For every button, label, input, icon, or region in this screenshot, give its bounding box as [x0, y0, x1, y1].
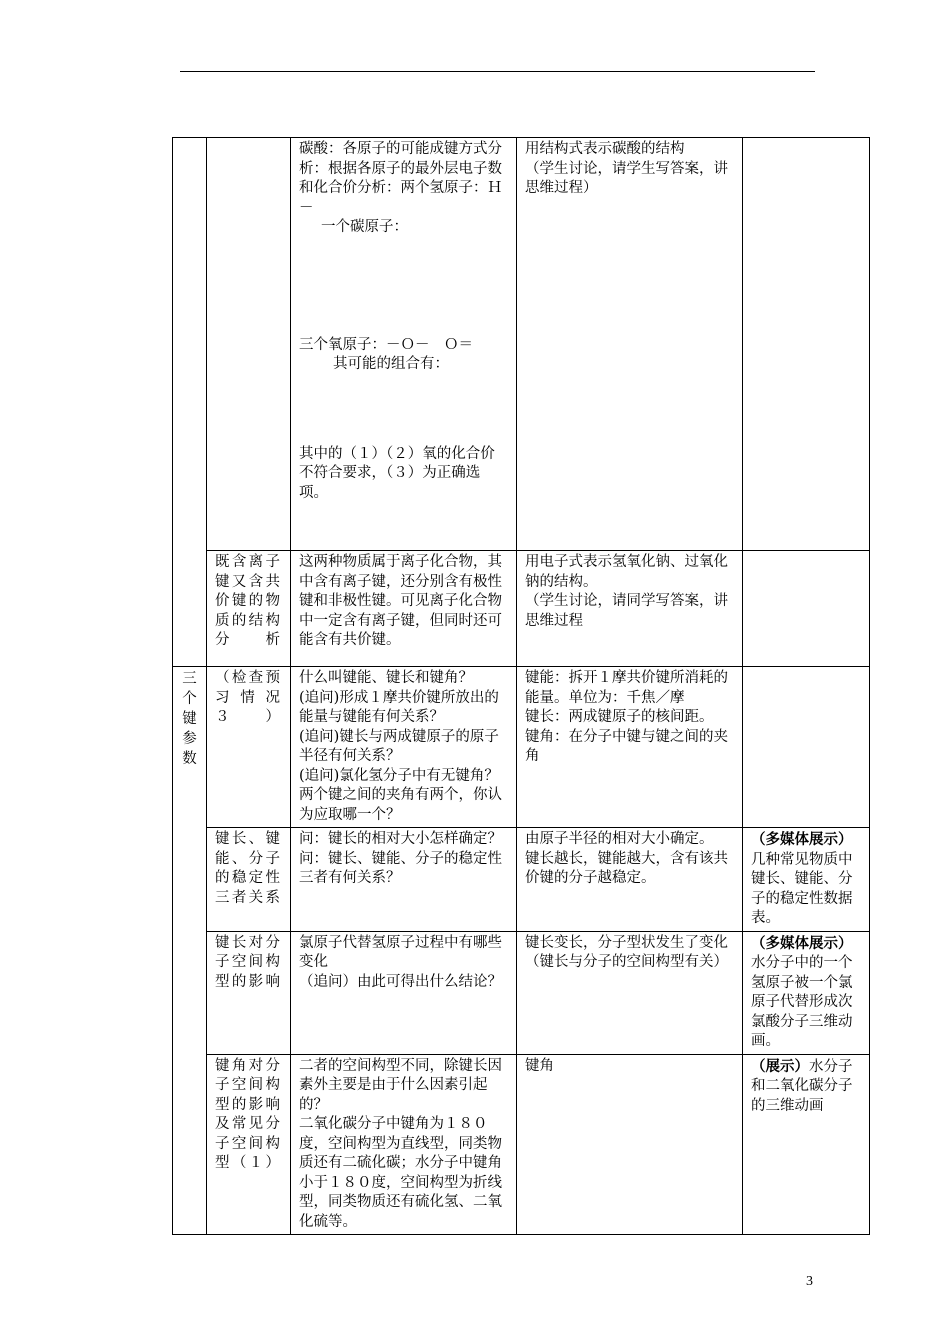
- student-cell: [517, 138, 743, 551]
- topic-text: 键长、键能、分子的稳定性三者关系: [215, 831, 282, 906]
- teacher-text: 氯原子代替氢原子过程中有哪些变化 （追问）由此可得出什么结论？: [299, 934, 502, 990]
- table-row: [173, 828, 870, 932]
- topic-cell-empty: [207, 138, 291, 551]
- section-title: 三个键参数: [182, 671, 197, 767]
- student-cell: [517, 828, 743, 932]
- combination-structures-placeholder: [299, 375, 508, 445]
- conclusion-text: 其中的（１）（２）氧的化合价不符合要求，（３）为正确选项。: [299, 445, 495, 501]
- media-text: 水分子中的一个氢原子被一个氯原子代替形成次氯酸分子三维动画。: [751, 955, 853, 1049]
- combinations-label: 其可能的组合有：: [333, 356, 449, 372]
- teacher-text: 什么叫键能、键长和键角？ (追问)形成１摩共价键所放出的能量与键能有何关系？ (追问)键长与两成键原子的原子半径有何关系？ (追问)氯化氢分子中有无键角？两个键之间的夹角有两个，你认为应取哪一个？: [299, 670, 502, 823]
- structure-placeholder: [299, 238, 508, 336]
- topic-cell: [207, 551, 291, 667]
- media-label: （展示）: [751, 1057, 809, 1075]
- student-activity: 用电子式表示氢氧化钠、过氧化钠的结构。 （学生讨论，请同学写答案，讲思维过程: [525, 554, 728, 629]
- student-activity: 用结构式表示碳酸的结构 （学生讨论，请学生写答案，讲思维过程）: [525, 141, 728, 196]
- topic-cell: [207, 1054, 291, 1235]
- topic-cell: [207, 931, 291, 1054]
- media-cell: [743, 828, 870, 932]
- section-cell-empty: [173, 138, 207, 667]
- header-rule: [180, 71, 815, 72]
- student-activity: 键长变长，分子型状发生了变化 （键长与分子的空间构型有关）: [525, 934, 728, 970]
- topic-text: 既含离子键又含共价键的物质的结构分析: [215, 554, 282, 648]
- table-row: [173, 138, 870, 551]
- student-activity: 键角: [525, 1057, 554, 1074]
- teacher-cell: [291, 931, 517, 1054]
- media-cell: [743, 931, 870, 1054]
- teacher-cell: [291, 1054, 517, 1235]
- teacher-cell: [291, 138, 517, 551]
- teacher-text: 问：键长的相对大小怎样确定？ 问：键长、键能、分子的稳定性三者有何关系？: [299, 831, 502, 886]
- media-cell-empty: [743, 138, 870, 551]
- student-activity: 由原子半径的相对大小确定。 键长越长，键能越大，含有该共价键的分子越稳定。: [525, 831, 728, 886]
- teacher-cell: [291, 551, 517, 667]
- table-row: [173, 667, 870, 828]
- carbonic-acid-analysis: 碳酸：各原子的可能成键方式分析：根据各原子的最外层电子数和化合价分析：两个氢原子：Ｈ－: [299, 141, 502, 216]
- teacher-text: 二者的空间构型不同，除键长因素外主要是由于什么因素引起的？ 二氧化碳分子中键角为１８０度，空间构型为直线型，同类物质还有二硫化碳；水分子中键角小于１８０度，空间构型为折线型，同类物质还有硫化氢、二氧化硫等。: [299, 1057, 502, 1230]
- page-number: 3: [806, 1274, 813, 1289]
- media-text: 水分子和二氧化碳分子的三维动画: [751, 1058, 853, 1114]
- media-cell: [743, 1054, 870, 1235]
- media-cell-empty: [743, 551, 870, 667]
- media-cell-empty: [743, 667, 870, 828]
- table-row: [173, 551, 870, 667]
- media-label: （多媒体展示）: [751, 934, 853, 952]
- topic-text: 键角对分子空间构型的影响及常见分子空间构型（１）: [215, 1057, 282, 1171]
- student-cell: [517, 931, 743, 1054]
- carbon-atom-label: 一个碳原子：: [321, 219, 408, 235]
- table-row: [173, 931, 870, 1054]
- lesson-plan-table: [172, 137, 870, 1235]
- media-text: 几种常见物质中键长、键能、分子的稳定性数据表。: [751, 851, 853, 926]
- topic-cell: [207, 828, 291, 932]
- oxygen-atom-label: 三个氧原子：－Ｏ－ Ｏ＝: [299, 336, 473, 353]
- media-label: （多媒体展示）: [751, 831, 853, 848]
- table-row: [173, 1054, 870, 1235]
- topic-cell: [207, 667, 291, 828]
- student-cell: [517, 551, 743, 667]
- topic-text: （检查预习情况３）: [215, 670, 282, 725]
- student-cell: [517, 1054, 743, 1235]
- teacher-cell: [291, 667, 517, 828]
- section-cell: [173, 667, 207, 1235]
- teacher-cell: [291, 828, 517, 932]
- student-activity: 键能：拆开１摩共价键所消耗的能量。单位为：千焦／摩 键长：两成键原子的核间距。 键角：在分子中键与键之间的夹角: [525, 670, 728, 764]
- teacher-text: 这两种物质属于离子化合物，其中含有离子键，还分别含有极性键和非极性键。可见离子化合物中一定含有离子键，但同时还可能含有共价键。: [299, 554, 502, 648]
- student-cell: [517, 667, 743, 828]
- topic-text: 键长对分子空间构型的影响: [215, 934, 282, 990]
